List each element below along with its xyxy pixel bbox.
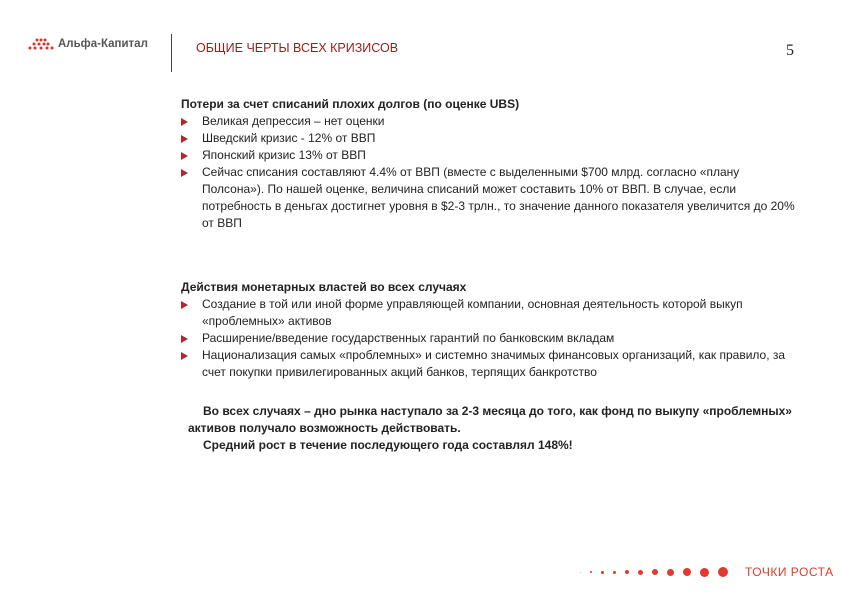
bullet-icon [181, 135, 188, 143]
conclusion [188, 403, 808, 454]
list-item: Шведский кризис - 12% от ВВП [181, 130, 802, 147]
page-number: 5 [786, 42, 794, 59]
section-actions [181, 279, 802, 381]
header-divider [171, 34, 172, 72]
dot-icon [601, 571, 604, 574]
dot-icon [638, 570, 643, 575]
dot-icon [700, 568, 709, 577]
company-logo [28, 38, 148, 50]
logo-dots-icon [28, 38, 54, 50]
dot-icon [580, 572, 581, 573]
section-losses [181, 96, 802, 232]
section-heading: Действия монетарных властей во всех случаях [181, 280, 467, 294]
bullet-icon [181, 352, 188, 360]
slide-title: ОБЩИЕ ЧЕРТЫ ВСЕХ КРИЗИСОВ [196, 41, 399, 55]
dot-icon [683, 568, 691, 576]
dot-icon [590, 571, 592, 573]
bullet-icon [181, 152, 188, 160]
footer-slogan [580, 565, 834, 579]
bullet-icon [181, 169, 188, 177]
list-item: Расширение/введение государственных гарантий по банковским вкладам [181, 330, 802, 347]
dot-icon [718, 567, 728, 577]
bullet-icon [181, 118, 188, 126]
section-heading: Потери за счет списаний плохих долгов (по оценке UBS) [181, 97, 520, 111]
bullet-icon [181, 301, 188, 309]
slogan-text: ТОЧКИ РОСТА [745, 565, 834, 579]
conclusion-text: Во всех случаях – дно рынка наступало за 2-3 месяца до того, как фонд по выкупу «проблемных» активов получало возможность действовать. [188, 404, 792, 435]
list-item: Сейчас списания составляют 4.4% от ВВП (вместе с выделенными $700 млрд. согласно «плану Полсона»). По нашей оценке, величина списаний может составить 10% от ВВП. В случае, если потребность в деньгах достигнет уровня в $2-3 трлн., то значение данного показателя увеличится до 20% от ВВП [181, 164, 802, 232]
dot-icon [613, 571, 616, 574]
list-item: Создание в той или иной форме управляющей компании, основная деятельность которой выкуп «проблемных» активов [181, 296, 802, 330]
list-item: Великая депрессия – нет оценки [181, 113, 802, 130]
conclusion-growth: Средний рост в течение последующего года составлял 148%! [203, 438, 573, 452]
dot-icon [652, 569, 658, 575]
list-item: Японский кризис 13% от ВВП [181, 147, 802, 164]
list-item: Национализация самых «проблемных» и системно значимых финансовых организаций, как правило, за счет покупки привилегированных акций банков, терпящих банкротство [181, 347, 802, 381]
logo-text: Альфа-Капитал [58, 38, 148, 50]
bullet-icon [181, 335, 188, 343]
dot-icon [667, 569, 674, 576]
dot-icon [625, 570, 629, 574]
